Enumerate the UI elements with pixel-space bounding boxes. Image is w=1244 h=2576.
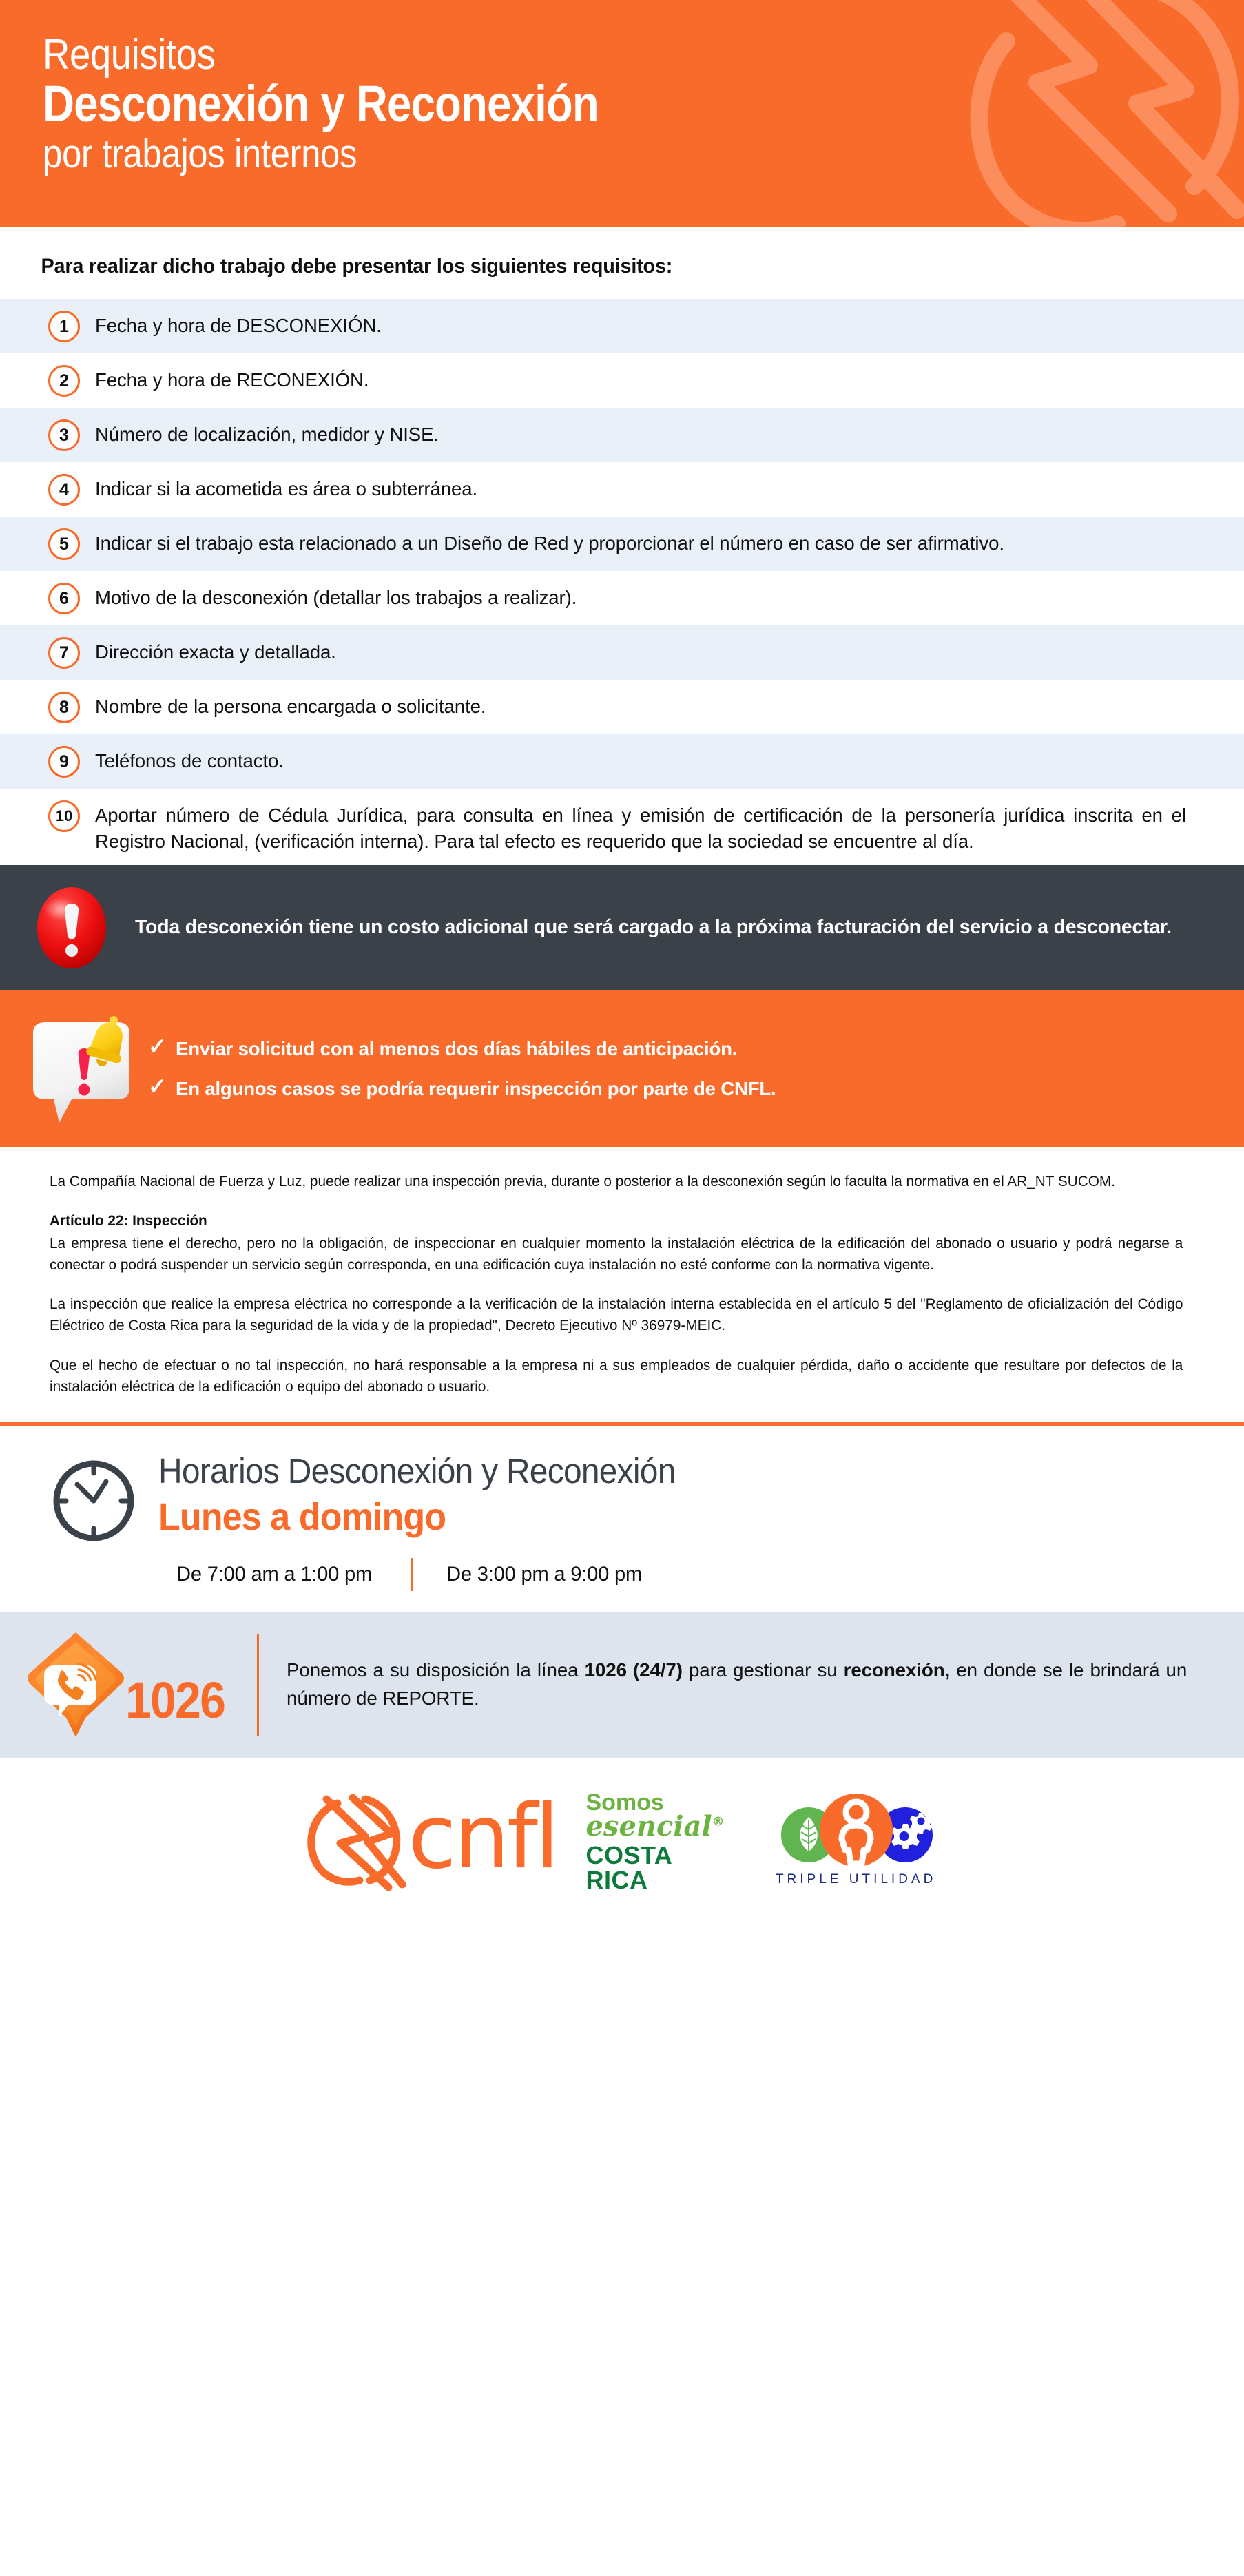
requirement-number: 2 <box>48 365 80 397</box>
requirement-text: Dirección exacta y detallada. <box>95 641 336 663</box>
requirement-number: 6 <box>48 583 80 614</box>
schedule-section <box>0 1426 1244 1612</box>
cnfl-wordmark: cnfl <box>408 1786 557 1889</box>
requirement-row <box>0 789 1244 865</box>
hotline-phone-block <box>23 1630 234 1740</box>
schedule-subtitle: Lunes a domingo <box>158 1494 446 1538</box>
hotline-number: 1026 <box>125 1671 225 1729</box>
requirement-text: Nombre de la persona encargada o solicitante. <box>95 696 486 717</box>
esencial-word-text <box>585 1810 725 1843</box>
header-banner <box>0 0 1244 227</box>
warning-banner-text: Toda desconexión tiene un costo adicional que será cargado a la próxima facturación del servicio a desconectar. <box>135 916 1172 939</box>
requirement-text: Teléfonos de contacto. <box>95 750 284 771</box>
legal-paragraph-2: La inspección que realice la empresa eléctrica no corresponde a la verificación de la instalación interna establecida en el artículo 5 del "Reglamento de oficialización del Código Eléctrico de Costa Rica para la seguridad de la vida y de la propiedad", Decreto Ejecutivo Nº 36979-MEIC. <box>50 1296 1183 1334</box>
schedule-times <box>158 1558 1203 1591</box>
check-icon: ✓ <box>148 1033 167 1059</box>
clock-icon <box>50 1457 138 1545</box>
legal-paragraph-1: La Compañía Nacional de Fuerza y Luz, puede realizar una inspección previa, durante o posterior a la desconexión según lo faculta la normativa en el AR_NT SUCOM. <box>50 1174 1116 1190</box>
requirement-number: 1 <box>48 311 80 342</box>
requirement-text: Fecha y hora de RECONEXIÓN. <box>95 369 369 391</box>
schedule-time-morning: De 7:00 am a 1:00 pm <box>176 1563 373 1586</box>
phone-bubble-icon <box>23 1630 128 1740</box>
notice-check-item <box>148 1074 1203 1101</box>
schedule-time-afternoon: De 3:00 pm a 9:00 pm <box>446 1563 642 1586</box>
legal-paragraph-3: Que el hecho de efectuar o no tal inspección, no hará responsable a la empresa ni a sus empleados de cualquier pérdida, daño o accidente que resultare por defectos de la instalación eléctrica de la edificación o equipo del abonado o usuario. <box>50 1357 1183 1395</box>
esencial-rica-text: RICA <box>585 1866 648 1895</box>
requirement-row <box>0 462 1244 517</box>
requirement-row <box>0 734 1244 789</box>
hotline-text-part3: en donde se le brindará un número de REPORTE. <box>286 1659 1187 1710</box>
hotline-text-bold1: 1026 (24/7) <box>584 1659 683 1681</box>
requirement-text: Fecha y hora de DESCONEXIÓN. <box>95 315 382 336</box>
hotline-text <box>287 1656 1187 1713</box>
esencial-costa-text: COSTA <box>585 1841 673 1870</box>
speech-bubble-bell-icon <box>21 1007 141 1131</box>
requirement-text: Indicar si el trabajo esta relacionado a un Diseño de Red y proporcionar el número en caso de ser afirmativo. <box>95 532 1004 554</box>
warning-banner <box>0 865 1244 990</box>
requirement-row <box>0 571 1244 625</box>
requirement-number: 9 <box>48 746 80 778</box>
header-line-2: Desconexión y Reconexión <box>43 75 599 133</box>
red-exclamation-sphere-icon <box>36 886 107 970</box>
schedule-time-separator <box>411 1558 413 1591</box>
registered-trademark-icon: ® <box>712 1814 725 1829</box>
footer <box>0 1758 1244 1926</box>
requirement-text: Aportar número de Cédula Jurídica, para consulta en línea y emisión de certificación de la personería jurídica inscrita en el Registro Nacional, (verificación interna). Para tal efecto es requerido que la sociedad se encuentre al día. <box>95 804 1186 852</box>
legal-article-body: La empresa tiene el derecho, pero no la obligación, de inspeccionar en cualquier momento la instalación eléctrica de la edificación del abonado o usuario y podrá negarse a conectar o podrá suspender un servicio según corresponda, en una edificación cuya instalación no esté conforme con la normativa vigente. <box>50 1236 1183 1274</box>
requirement-text: Motivo de la desconexión (detallar los trabajos a realizar). <box>95 587 577 608</box>
requirements-list <box>0 299 1244 865</box>
header-line-1: Requisitos <box>43 31 216 79</box>
esencial-somos-text: Somos <box>585 1789 664 1816</box>
notice-check-list <box>148 1021 1203 1117</box>
notice-check-text: Enviar solicitud con al menos dos días hábiles de anticipación. <box>176 1037 738 1059</box>
hotline-section <box>0 1612 1244 1758</box>
cnfl-logo <box>302 1788 557 1891</box>
requirement-row <box>0 625 1244 680</box>
schedule-title: Horarios Desconexión y Reconexión <box>158 1451 676 1490</box>
requirement-number: 4 <box>48 474 80 506</box>
notice-check-item <box>148 1033 1203 1061</box>
requirement-number: 3 <box>48 419 80 451</box>
legal-section <box>0 1147 1244 1422</box>
requirement-row <box>0 517 1244 571</box>
intro-text: Para realizar dicho trabajo debe presentar los siguientes requisitos: <box>41 255 673 278</box>
requirement-row <box>0 299 1244 353</box>
hotline-separator <box>257 1634 259 1736</box>
requirement-row <box>0 353 1244 408</box>
requirement-text: Número de localización, medidor y NISE. <box>95 424 439 445</box>
esencial-costa-rica-logo <box>585 1791 724 1893</box>
esencial-word-label: esencial <box>585 1810 712 1843</box>
check-icon: ✓ <box>148 1074 167 1099</box>
requirement-number: 8 <box>48 692 80 723</box>
hotline-text-part2: para gestionar su <box>682 1659 844 1681</box>
hotline-text-bold2: reconexión, <box>843 1659 950 1681</box>
triple-utilidad-logo <box>770 1792 942 1887</box>
header-line-3: por trabajos internos <box>43 132 357 177</box>
requirement-text: Indicar si la acometida es área o subterránea. <box>95 478 478 499</box>
legal-article-heading: Artículo 22: Inspección <box>50 1213 207 1229</box>
triple-utilidad-circles <box>770 1792 942 1868</box>
notice-check-text: En algunos casos se podría requerir inspección por parte de CNFL. <box>176 1078 776 1100</box>
hotline-text-part1: Ponemos a su disposición la línea <box>286 1659 585 1681</box>
requirement-number: 5 <box>48 528 80 560</box>
requirement-row <box>0 680 1244 734</box>
cnfl-bolt-logo-icon <box>302 1788 412 1891</box>
requirement-number: 10 <box>48 800 80 832</box>
requirement-row <box>0 408 1244 462</box>
triple-utilidad-label: TRIPLE UTILIDAD <box>775 1872 937 1887</box>
requirement-number: 7 <box>48 637 80 669</box>
notice-banner <box>0 990 1244 1147</box>
